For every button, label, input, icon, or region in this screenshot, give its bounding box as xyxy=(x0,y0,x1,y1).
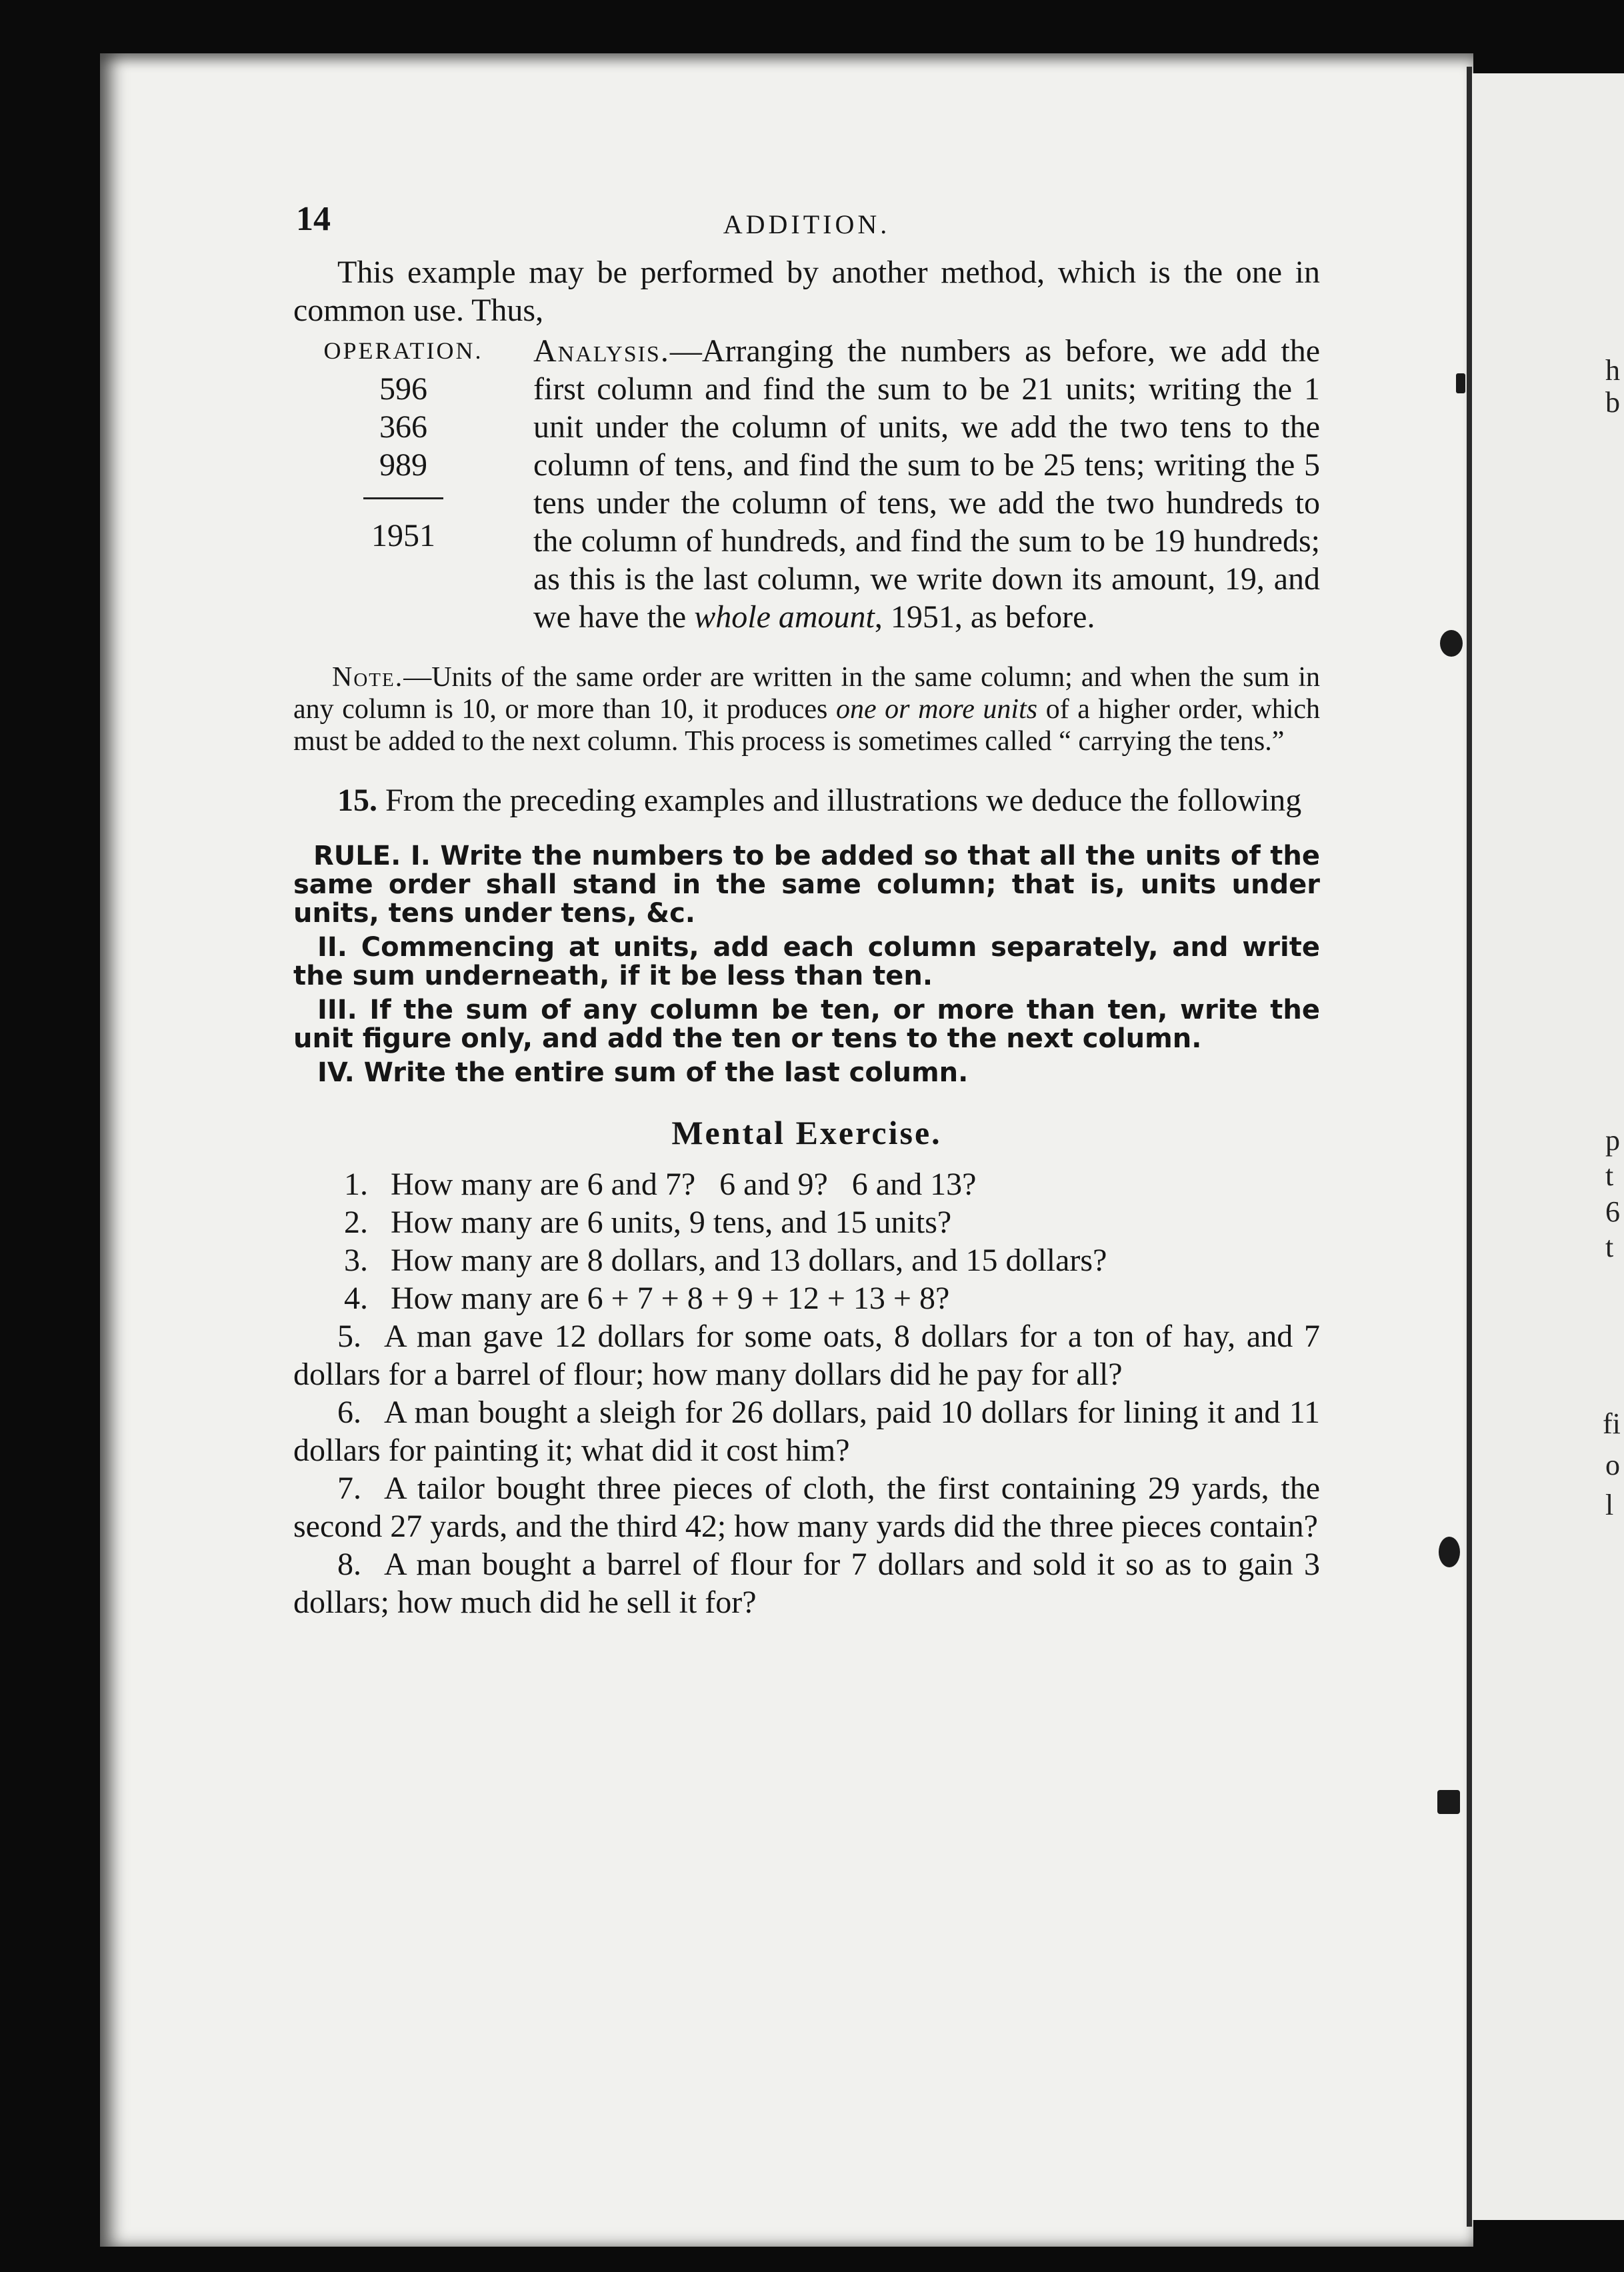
analysis-italic: whole amount xyxy=(694,599,875,635)
operation-column xyxy=(293,332,513,555)
analysis-end: , 1951, as before. xyxy=(874,599,1095,635)
exercise-heading: Mental Exercise. xyxy=(671,1114,942,1151)
edge-letter: t xyxy=(1605,1231,1614,1263)
rule-label: RULE. xyxy=(313,841,401,871)
edge-letter: o xyxy=(1605,1449,1620,1481)
note-text-start: —Units of the same order are written in the same column; and when the sum in any column is 10, or more than 10, it produces xyxy=(293,662,1320,725)
edge-letter: fi xyxy=(1603,1407,1621,1440)
exercise-item xyxy=(293,1545,1320,1621)
exercise-number: 1. xyxy=(344,1167,368,1202)
exercise-text: How many are 6 + 7 + 8 + 9 + 12 + 13 + 8? xyxy=(391,1281,950,1316)
exercise-item xyxy=(293,1241,1320,1279)
analysis-text: —Arranging the numbers as before, we add the first column and find the sum to be 21 units; writing the 1 unit under the column of units, we add the two tens to the column of tens, and find the sum to be 25 tens; writing the 5 tens under the column of tens, we add the two hundreds to the column of hundreds, and find the sum to be 19 hundreds; as this is the last column, we write down its amount, 19, and we have the xyxy=(533,333,1320,635)
intro-paragraph: This example may be performed by another method, which is the one in common use. Thus, xyxy=(293,255,1320,328)
exercise-text: A man gave 12 dollars for some oats, 8 dollars for a ton of hay, and 7 dollars for a barrel of flour; how many dollars did he pay for all? xyxy=(293,1319,1320,1392)
note-block xyxy=(293,661,1320,757)
exercise-item xyxy=(293,1469,1320,1545)
exercise-text: How many are 6 and 7? 6 and 9? 6 and 13? xyxy=(391,1167,977,1202)
exercise-item xyxy=(293,1279,1320,1317)
analysis-paragraph xyxy=(533,332,1320,636)
operation-sum-line xyxy=(363,497,443,499)
page-number: 14 xyxy=(296,200,331,238)
analysis-label: Analysis. xyxy=(533,333,670,369)
note-paragraph xyxy=(293,661,1320,757)
operation-number: 596 xyxy=(379,371,427,407)
facing-page-edge xyxy=(1472,73,1624,2220)
rule-item: III. If the sum of any column be ten, or more than ten, write the unit figure only, and add the ten or tens to the next column. xyxy=(293,995,1320,1054)
section-15-paragraph xyxy=(293,781,1320,819)
operation-block xyxy=(293,332,1320,636)
rule-item xyxy=(293,842,1320,928)
exercise-number: 5. xyxy=(337,1319,361,1354)
exercise-item xyxy=(293,1317,1320,1393)
exercise-text: A man bought a sleigh for 26 dollars, paid 10 dollars for lining it and 11 dollars for painting it; what did it cost him? xyxy=(293,1395,1320,1468)
exercise-text: A tailor bought three pieces of cloth, the first containing 29 yards, the second 27 yards, and the third 42; how many yards did the three pieces contain? xyxy=(293,1471,1320,1544)
exercise-number: 3. xyxy=(344,1243,368,1278)
exercise-number: 4. xyxy=(344,1281,368,1316)
page-content xyxy=(293,193,1320,1621)
note-italic: one or more units xyxy=(835,694,1038,725)
edge-letter: b xyxy=(1605,386,1620,419)
binding-hole-mark xyxy=(1440,630,1463,657)
exercise-number: 7. xyxy=(337,1471,361,1506)
section-number: 15. xyxy=(337,783,377,818)
operation-label: OPERATION. xyxy=(323,337,483,364)
exercise-text: How many are 8 dollars, and 13 dollars, and 15 dollars? xyxy=(391,1243,1107,1278)
binding-hole-mark xyxy=(1439,1537,1460,1567)
exercise-number: 2. xyxy=(344,1205,368,1240)
running-head: ADDITION. xyxy=(723,209,891,239)
book-spine xyxy=(1467,67,1472,2227)
binding-stitch-mark xyxy=(1456,373,1465,393)
operation-sum: 1951 xyxy=(371,518,435,553)
edge-letter: h xyxy=(1605,354,1620,387)
binding-stitch-mark xyxy=(1437,1790,1460,1814)
rule-block xyxy=(293,842,1320,1087)
note-label: Note. xyxy=(332,662,404,693)
exercise-text: How many are 6 units, 9 tens, and 15 units? xyxy=(391,1205,952,1240)
rule-item: II. Commencing at units, add each column separately, and write the sum underneath, if it be less than ten. xyxy=(293,932,1320,991)
edge-letter: p xyxy=(1605,1124,1620,1157)
edge-letter: t xyxy=(1605,1159,1614,1192)
exercise-item xyxy=(293,1393,1320,1469)
operation-number: 989 xyxy=(379,447,427,483)
rule-item-text: I. Write the numbers to be added so that all the units of the same order shall stand in the same column; that is, units under units, tens under tens, &c. xyxy=(293,841,1320,929)
page-header xyxy=(293,193,1320,253)
operation-number: 366 xyxy=(379,409,427,445)
section-15-text: From the preceding examples and illustrations we deduce the following xyxy=(385,783,1302,818)
exercise-item xyxy=(293,1165,1320,1203)
edge-letter: 6 xyxy=(1605,1195,1620,1228)
exercise-text: A man bought a barrel of flour for 7 dollars and sold it so as to gain 3 dollars; how much did he sell it for? xyxy=(293,1547,1320,1620)
exercise-item xyxy=(293,1203,1320,1241)
rule-item: IV. Write the entire sum of the last column. xyxy=(317,1057,969,1088)
exercise-number: 6. xyxy=(337,1395,361,1430)
edge-letter: l xyxy=(1605,1489,1614,1521)
note-text-end: of a higher order, which must be added to the next column. This process is sometimes called “ carrying the tens.” xyxy=(293,694,1321,757)
exercise-number: 8. xyxy=(337,1547,361,1582)
